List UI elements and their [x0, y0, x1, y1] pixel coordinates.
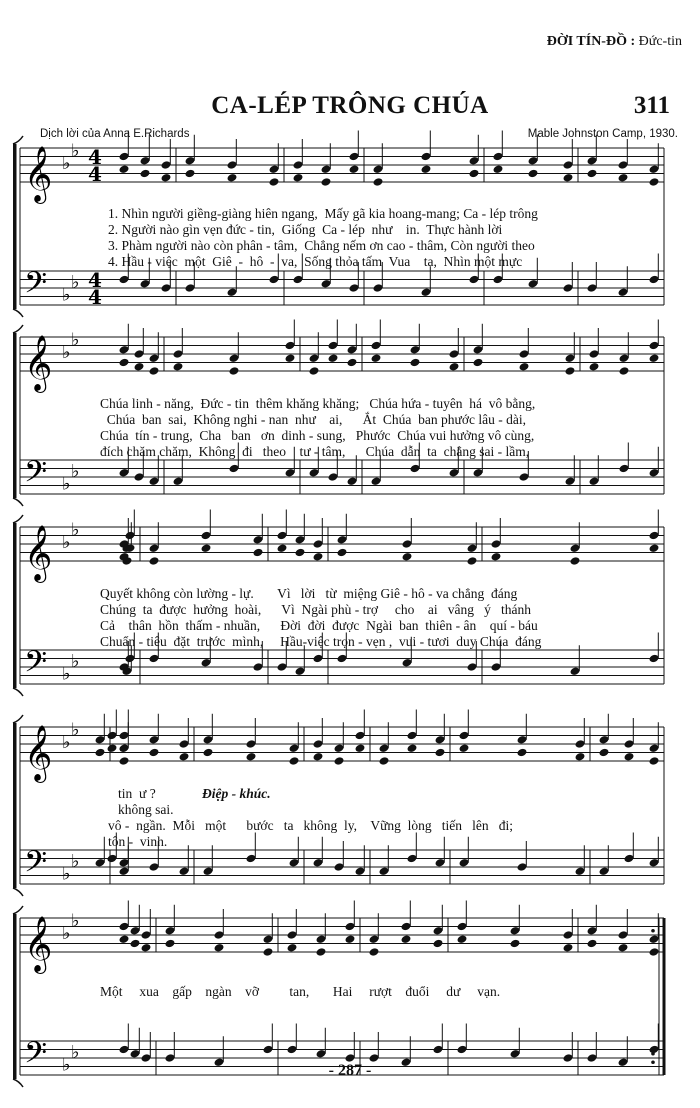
hymn-title: CA-LÉP TRÔNG CHÚA — [211, 92, 489, 119]
treble-note-head — [410, 358, 421, 368]
lyric-line: đích chăm chăm, Không đi theo tư - tâm, Chúa dẫn ta chẳng sai - lầm, — [100, 444, 530, 459]
treble-note-head — [185, 169, 196, 179]
treble-note-head — [134, 362, 145, 372]
treble-note-head — [334, 756, 345, 766]
hymn-number: 311 — [633, 92, 670, 119]
key-flat: ♭ — [71, 460, 80, 482]
treble-note-head — [649, 177, 660, 187]
section-name: ĐỜI TÍN-ĐỒ : — [546, 34, 636, 49]
treble-note-head — [313, 552, 324, 562]
key-flat: ♭ — [62, 153, 71, 174]
treble-note-head — [203, 748, 214, 758]
treble-note-head — [563, 943, 574, 953]
treble-note-head — [589, 362, 600, 372]
time-signature-bottom: 4 — [88, 285, 102, 309]
bass-clef: 𝄢 — [24, 845, 48, 887]
treble-note-head — [599, 748, 610, 758]
time-signature-bottom: 4 — [88, 162, 102, 186]
treble-note-head — [587, 169, 598, 179]
time-signature-top: 4 — [88, 268, 102, 292]
lyric-line: Chúa tín - trung, Cha ban ơn dinh - sung, Phước Chúa vui hưởng vô cùng, — [100, 428, 535, 443]
treble-note-head — [328, 353, 339, 363]
treble-note-head — [649, 947, 660, 957]
refrain-label: Điệp - khúc. — [202, 786, 271, 801]
treble-note-head — [295, 548, 306, 558]
treble-note-head — [149, 748, 160, 758]
key-flat: ♭ — [62, 923, 71, 944]
key-flat: ♭ — [71, 1041, 80, 1063]
key-flat: ♭ — [71, 650, 80, 672]
bracket-hook — [13, 325, 23, 333]
system-bracket — [13, 723, 17, 888]
subsection-name: Đức-tin — [638, 34, 682, 49]
lyric-line: Chúa ban sai, Không nghi - nan như ai, Ắt Chúa ban phước lâu - dài, — [100, 412, 526, 427]
bracket-hook — [13, 906, 23, 914]
treble-note-head — [119, 358, 130, 368]
treble-note-head — [469, 169, 480, 179]
bracket-hook — [13, 888, 23, 896]
treble-note-head — [161, 173, 172, 183]
treble-clef: 𝄞 — [24, 916, 53, 972]
treble-note-head — [457, 934, 468, 944]
treble-note-head — [402, 552, 413, 562]
page-number: - 287 - — [328, 1062, 372, 1079]
treble-note-head — [510, 939, 521, 949]
treble-note-head — [95, 748, 106, 758]
key-flat: ♭ — [62, 473, 71, 495]
treble-note-head — [229, 366, 240, 376]
treble-note-head — [227, 173, 238, 183]
key-flat: ♭ — [71, 850, 80, 872]
key-flat: ♭ — [62, 863, 71, 885]
bass-clef: 𝄢 — [24, 1036, 48, 1078]
lyric-line: không sai. — [118, 802, 174, 817]
treble-note-head — [459, 743, 470, 753]
treble-note-head — [119, 934, 130, 944]
treble-note-head — [519, 362, 530, 372]
bracket-hook — [13, 498, 23, 506]
treble-note-head — [435, 748, 446, 758]
lyric-line: 3. Phàm người nào còn phân - tâm, Chẳng nếm ơn cao - thâm, Còn người theo — [108, 238, 535, 253]
treble-note-head — [407, 743, 418, 753]
treble-note-head — [107, 743, 118, 753]
treble-note-head — [179, 752, 190, 762]
lyric-line: tôn - vinh. — [108, 834, 168, 849]
treble-note-head — [563, 173, 574, 183]
treble-note-head — [277, 543, 288, 553]
time-signature-top: 4 — [88, 145, 102, 169]
treble-note-head — [269, 177, 280, 187]
treble-note-head — [345, 934, 356, 944]
key-flat: ♭ — [62, 1054, 71, 1076]
key-flat: ♭ — [62, 663, 71, 685]
treble-note-head — [618, 943, 629, 953]
bass-clef: 𝄢 — [24, 266, 48, 308]
treble-note-head — [201, 543, 212, 553]
treble-clef: 𝄞 — [24, 146, 53, 202]
key-flat: ♭ — [62, 532, 71, 553]
treble-note-head — [528, 169, 539, 179]
key-flat: ♭ — [71, 519, 80, 541]
treble-note-head — [173, 362, 184, 372]
treble-note-head — [619, 366, 630, 376]
treble-clef: 𝄞 — [24, 725, 53, 781]
treble-note-head — [379, 756, 390, 766]
lyric-line: 1. Nhìn người giềng-giàng hiên ngang, Mấy gã kia hoang-mang; Ca - lép trông — [108, 206, 538, 221]
treble-note-head — [130, 939, 141, 949]
key-flat: ♭ — [62, 284, 71, 306]
treble-note-head — [347, 358, 358, 368]
bracket-hook — [13, 136, 23, 144]
treble-note-head — [491, 552, 502, 562]
treble-note-head — [493, 164, 504, 174]
treble-note-head — [401, 934, 412, 944]
treble-note-head — [575, 752, 586, 762]
key-flat: ♭ — [71, 271, 80, 293]
treble-note-head — [263, 947, 274, 957]
lyric-line: Cả thân hồn thấm - nhuần, Đời đời được Ngài ban thiên - ân quí - báu — [100, 618, 538, 633]
bracket-hook — [13, 715, 23, 723]
lyric-line: vô - ngần. Mỗi một bước ta không ly, Vững lòng tiến lên đi; — [108, 818, 513, 833]
lyric-line: Chúng ta được hưởng hoài, Vì Ngài phù - trợ cho ai vâng ý thánh — [100, 602, 531, 617]
treble-note-head — [517, 748, 528, 758]
treble-note-head — [321, 177, 332, 187]
treble-note-head — [369, 947, 380, 957]
treble-note-head — [373, 177, 384, 187]
treble-note-head — [287, 943, 298, 953]
treble-clef: 𝄞 — [24, 335, 53, 391]
treble-note-head — [349, 164, 360, 174]
treble-note-head — [565, 366, 576, 376]
treble-note-head — [293, 173, 304, 183]
treble-note-head — [649, 543, 660, 553]
treble-note-head — [309, 366, 320, 376]
treble-note-head — [119, 164, 130, 174]
bracket-hook — [13, 688, 23, 696]
treble-note-head — [316, 947, 327, 957]
lyric-line: 2. Người nào gìn vẹn đức - tin, Giống Ca - lép như in. Thực hành lời — [108, 222, 503, 237]
bass-clef: 𝄢 — [24, 455, 48, 497]
treble-note-head — [337, 548, 348, 558]
lyric-line: Chuẩn - tiêu đặt trước mình, Hầu-việc trọn - vẹn , vui - tươi duy Chúa đáng — [100, 634, 542, 649]
lyric-line: Một xua gấp ngàn vỡ tan, Hai rượt đuổi dư vạn. — [100, 984, 501, 999]
treble-note-head — [649, 756, 660, 766]
treble-note-head — [214, 943, 225, 953]
bass-clef: 𝄢 — [24, 645, 48, 687]
key-flat: ♭ — [71, 329, 80, 351]
bracket-hook — [13, 515, 23, 523]
key-flat: ♭ — [71, 910, 80, 932]
system-bracket — [13, 333, 17, 498]
treble-note-head — [246, 752, 257, 762]
treble-note-head — [355, 743, 366, 753]
translator-credit: Dịch lời của Anna E.Richards — [40, 128, 190, 140]
treble-note-head — [371, 353, 382, 363]
system-bracket — [13, 144, 17, 309]
treble-note-head — [473, 358, 484, 368]
treble-note-head — [587, 939, 598, 949]
treble-note-head — [449, 362, 460, 372]
treble-note-head — [467, 556, 478, 566]
treble-note-head — [570, 556, 581, 566]
treble-note-head — [149, 556, 160, 566]
treble-note-head — [618, 173, 629, 183]
treble-note-head — [165, 939, 176, 949]
treble-note-head — [433, 939, 444, 949]
treble-note-head — [421, 164, 432, 174]
repeat-dot — [651, 929, 655, 933]
lyric-line: tin ư ? — [118, 786, 156, 801]
system-bracket — [13, 523, 17, 688]
composer-credit: Mable Johnston Camp, 1930. — [527, 128, 678, 140]
system-bracket — [13, 914, 17, 1079]
treble-note-head — [285, 353, 296, 363]
treble-note-head — [624, 752, 635, 762]
lyric-line: Chúa linh - năng, Đức - tin thêm khăng khăng; Chúa hứa - tuyên há vô bằng, — [100, 396, 536, 411]
lyric-line: 4. Hầu - việc một Giê - hô - va, Sống thỏa tấm Vua ta, Nhìn một mực — [108, 254, 523, 269]
key-flat: ♭ — [71, 140, 80, 162]
key-flat: ♭ — [62, 342, 71, 363]
key-flat: ♭ — [71, 719, 80, 741]
key-flat: ♭ — [62, 732, 71, 753]
bracket-hook — [13, 1079, 23, 1087]
treble-clef: 𝄞 — [24, 525, 53, 581]
treble-note-head — [140, 169, 151, 179]
treble-note-head — [141, 943, 152, 953]
treble-note-head — [253, 548, 264, 558]
treble-note-head — [119, 756, 130, 766]
treble-note-head — [289, 756, 300, 766]
bracket-hook — [13, 309, 23, 317]
treble-note-head — [149, 366, 160, 376]
treble-note-head — [313, 752, 324, 762]
treble-note-head — [649, 353, 660, 363]
lyric-line: Quyết không còn lường - lự. Vì lời từ miệng Giê - hô - va chẳng đáng — [100, 586, 518, 601]
